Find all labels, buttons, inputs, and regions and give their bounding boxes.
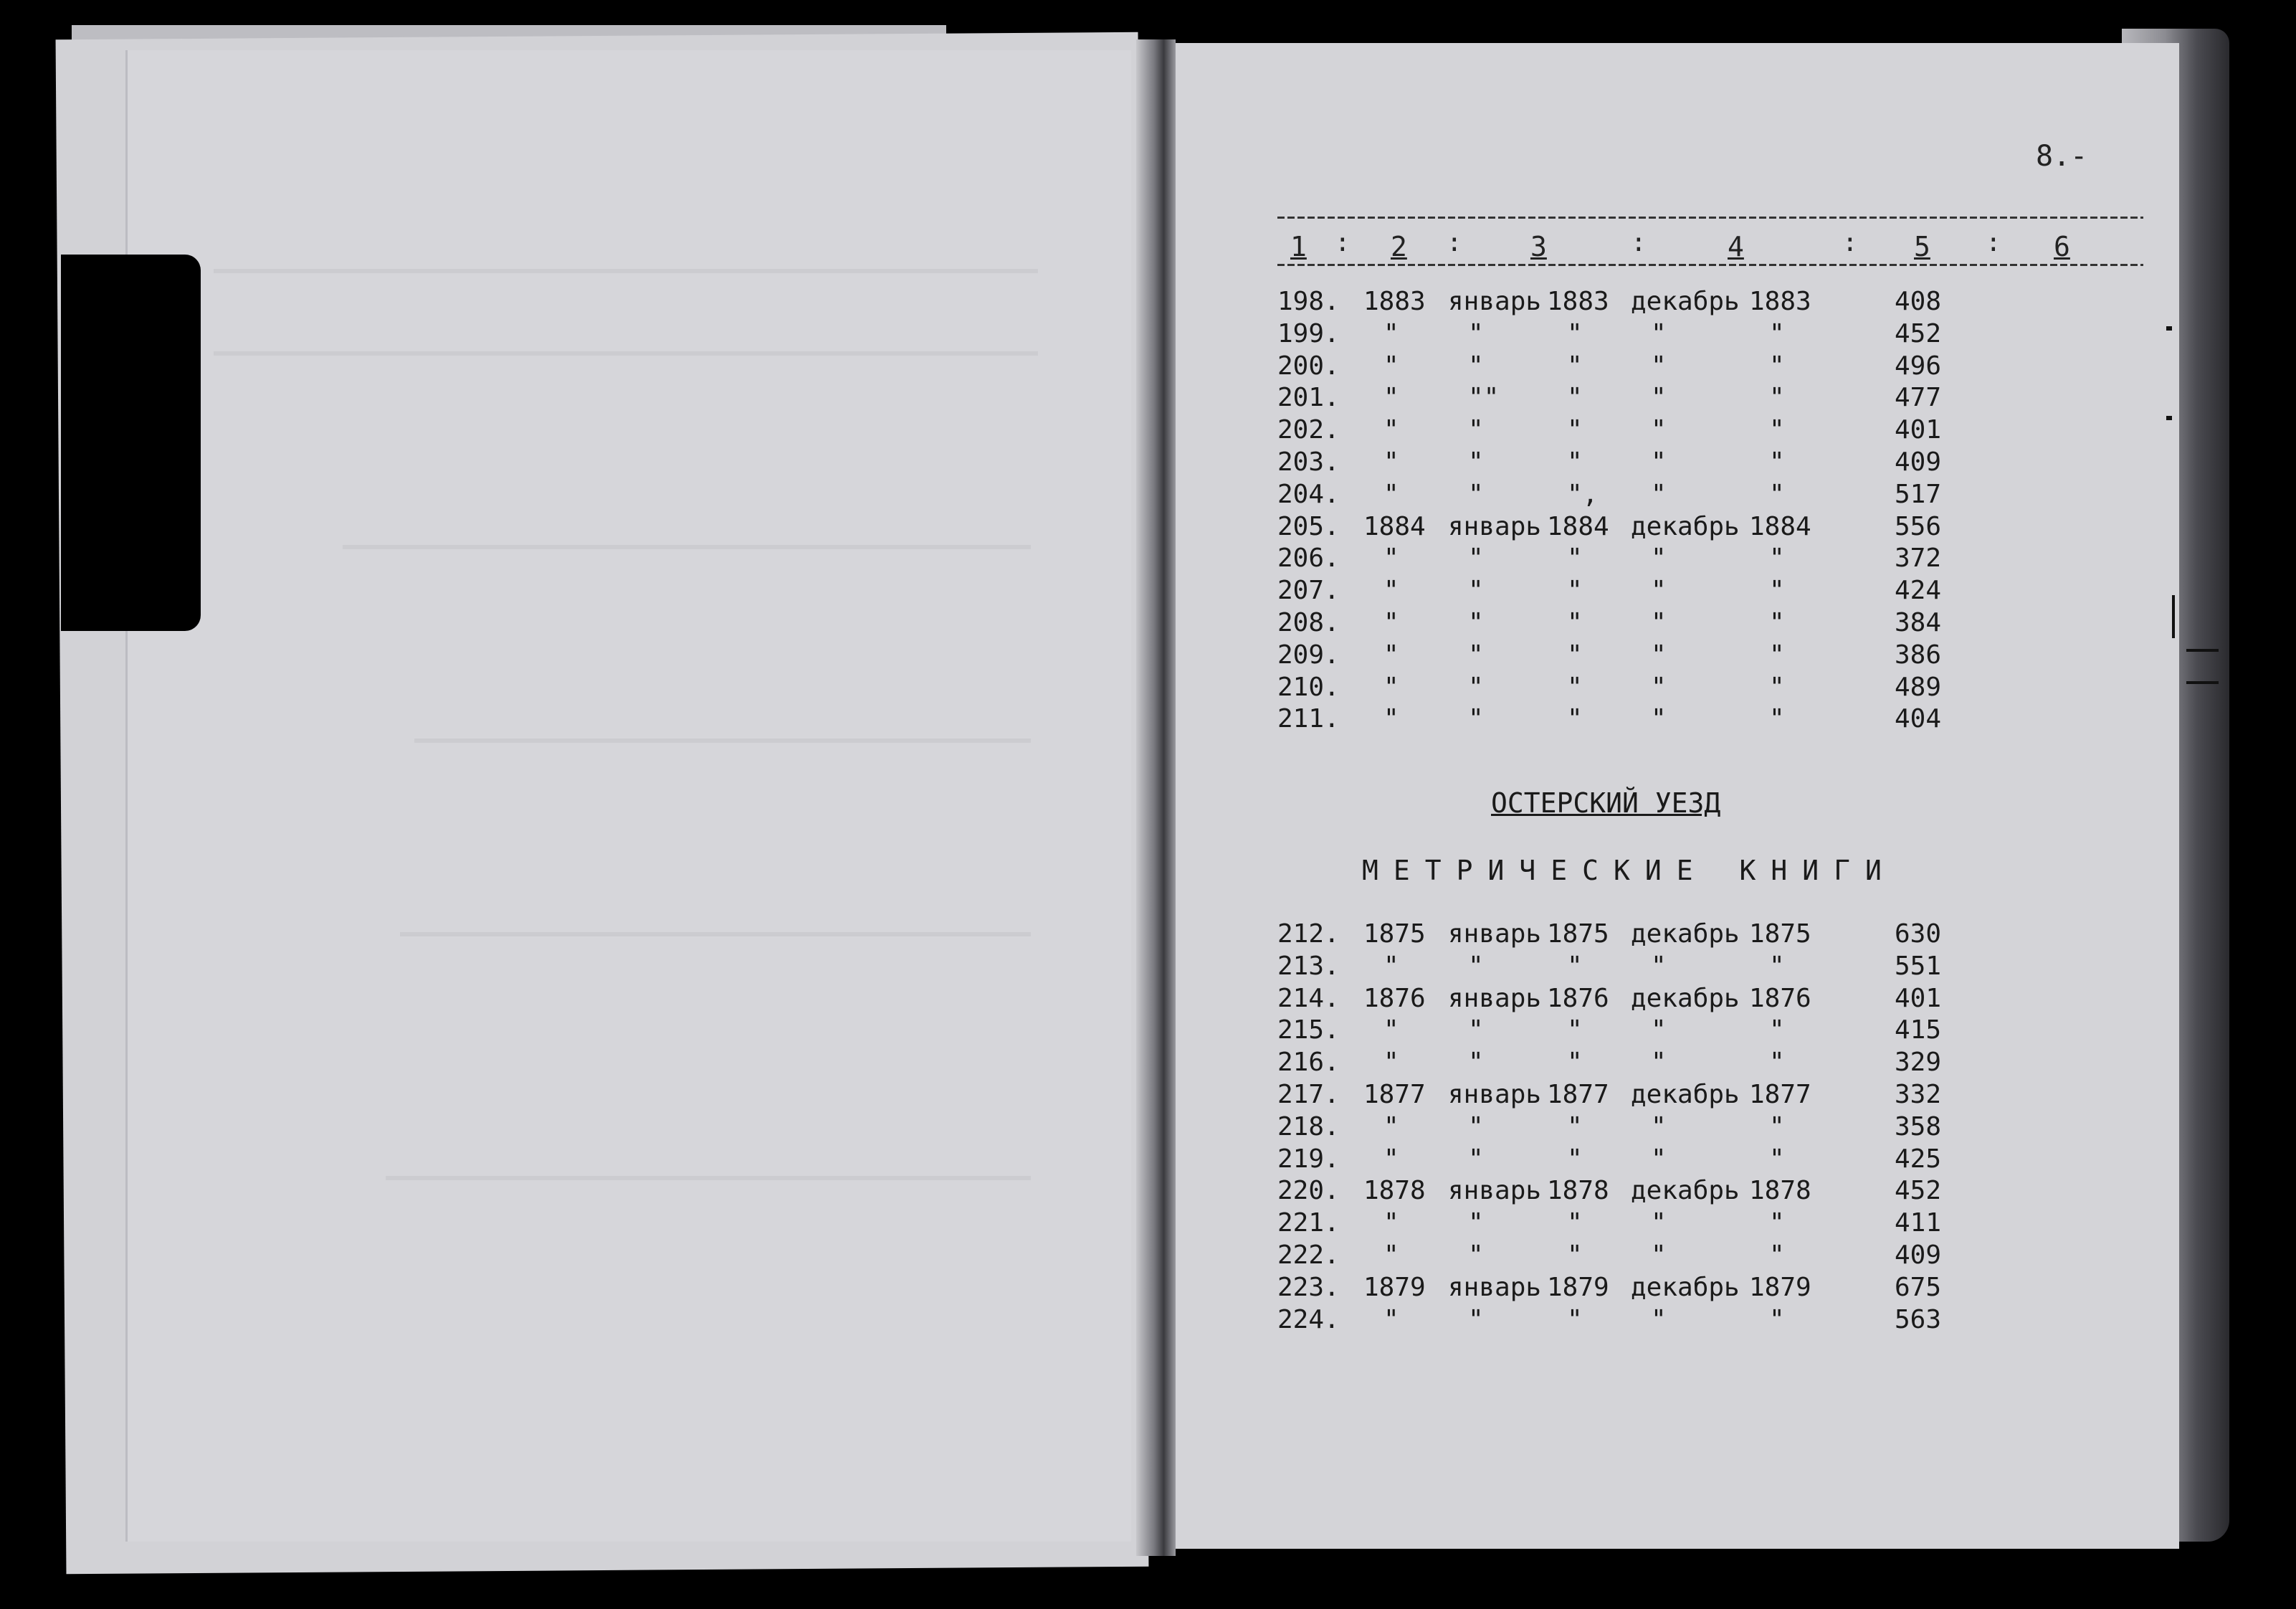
cell-year: 1883 (1363, 287, 1426, 316)
cell-from-month: "" (1468, 383, 1500, 413)
cell-to-month: " (1651, 447, 1667, 477)
cell-from-year: " (1567, 576, 1583, 606)
cell-to-month: " (1651, 383, 1667, 413)
column-separator: : (1447, 228, 1462, 257)
cell-year: 1884 (1363, 511, 1426, 541)
cell-count: 496 (1895, 351, 1942, 381)
cell-count: 425 (1895, 1144, 1942, 1174)
cell-to-month: декабрь (1631, 1272, 1740, 1302)
cell-from-month: " (1468, 640, 1484, 670)
cell-from-month: январь (1448, 983, 1542, 1013)
cell-to-month: " (1651, 704, 1667, 734)
cell-to-year: " (1769, 1015, 1785, 1045)
cell-from-month: " (1468, 447, 1484, 477)
cell-to-month: " (1651, 608, 1667, 637)
cell-count: 675 (1895, 1272, 1942, 1302)
cell-from-month: январь (1448, 1176, 1542, 1206)
ink-mark (2172, 595, 2175, 638)
cell-to-year: " (1769, 479, 1785, 509)
cell-count: 384 (1895, 608, 1942, 637)
cell-num: 199. (1277, 318, 1340, 348)
cell-from-month: " (1468, 1144, 1484, 1174)
section-heading: ОСТЕРСКИЙ УЕЗД (1491, 787, 1721, 819)
cell-to-month: декабрь (1631, 1080, 1740, 1109)
cell-from-month: январь (1448, 919, 1542, 949)
cell-from-month: " (1468, 544, 1484, 574)
cell-count: 415 (1895, 1015, 1942, 1045)
cell-to-year: " (1769, 1111, 1785, 1142)
cell-from-month: " (1468, 672, 1484, 702)
cell-num: 210. (1277, 672, 1340, 702)
cell-year: " (1383, 1144, 1399, 1174)
book-spine (1136, 39, 1176, 1556)
cell-year: 1877 (1363, 1080, 1426, 1109)
cell-to-month: декабрь (1631, 1176, 1740, 1206)
cell-to-year: 1884 (1749, 511, 1811, 541)
cell-year: " (1383, 447, 1399, 477)
cell-num: 218. (1277, 1111, 1340, 1142)
cell-to-year: " (1769, 1240, 1785, 1270)
cell-to-month: " (1651, 1208, 1667, 1238)
cell-to-year: " (1769, 704, 1785, 734)
cell-to-year: " (1769, 318, 1785, 348)
column-header-4: 4 (1728, 231, 1744, 262)
cell-from-month: " (1468, 1048, 1484, 1078)
cell-to-year: 1879 (1749, 1272, 1811, 1302)
black-tab (61, 255, 201, 631)
cell-to-month: " (1651, 544, 1667, 574)
cell-year: " (1383, 544, 1399, 574)
cell-to-year: " (1769, 608, 1785, 637)
cell-from-month: " (1468, 479, 1484, 509)
cell-to-year: " (1769, 415, 1785, 445)
cell-from-month: " (1468, 415, 1484, 445)
cell-from-year: 1876 (1547, 983, 1609, 1013)
column-separator: : (1842, 228, 1858, 257)
cell-from-month: " (1468, 576, 1484, 606)
cell-count: 329 (1895, 1048, 1942, 1078)
cell-to-year: " (1769, 672, 1785, 702)
cell-from-year: " (1567, 1240, 1583, 1270)
cell-year: " (1383, 351, 1399, 381)
column-header-1: 1 (1290, 231, 1307, 262)
cell-to-year: " (1769, 1048, 1785, 1078)
cell-num: 204. (1277, 479, 1340, 509)
cell-to-month: " (1651, 479, 1667, 509)
cell-from-year: 1883 (1547, 287, 1609, 316)
page-number: 8.- (2036, 140, 2088, 173)
cell-to-year: 1877 (1749, 1080, 1811, 1109)
cell-from-month: " (1468, 951, 1484, 981)
cell-to-year: 1875 (1749, 919, 1811, 949)
cell-num: 212. (1277, 919, 1340, 949)
cell-to-month: " (1651, 951, 1667, 981)
cell-num: 214. (1277, 983, 1340, 1013)
cell-year: " (1383, 415, 1399, 445)
cell-year: " (1383, 672, 1399, 702)
cell-from-year: " (1567, 640, 1583, 670)
cell-num: 207. (1277, 576, 1340, 606)
cell-from-year: " (1567, 608, 1583, 637)
column-separator: : (1986, 228, 2001, 257)
cell-to-month: " (1651, 1304, 1667, 1334)
cell-count: 563 (1895, 1304, 1942, 1334)
cell-from-year: " (1567, 383, 1583, 413)
cell-to-month: " (1651, 640, 1667, 670)
cell-count: 517 (1895, 479, 1942, 509)
column-separator: : (1631, 228, 1647, 257)
cell-to-month: " (1651, 351, 1667, 381)
cell-from-year: " (1567, 318, 1583, 348)
cell-to-month: декабрь (1631, 511, 1740, 541)
cell-num: 221. (1277, 1208, 1340, 1238)
cell-count: 630 (1895, 919, 1942, 949)
cell-to-month: " (1651, 1015, 1667, 1045)
cell-num: 222. (1277, 1240, 1340, 1270)
cell-from-year: " (1567, 704, 1583, 734)
cell-to-month: " (1651, 1240, 1667, 1270)
cell-to-year: " (1769, 544, 1785, 574)
cell-from-year: " (1567, 1304, 1583, 1334)
cell-num: 224. (1277, 1304, 1340, 1334)
section-subheading: МЕТРИЧЕСКИЕ КНИГИ (1362, 855, 1897, 886)
cell-from-year: 1875 (1547, 919, 1609, 949)
cell-count: 404 (1895, 704, 1942, 734)
cell-count: 489 (1895, 672, 1942, 702)
cell-from-year: " (1567, 544, 1583, 574)
cell-to-month: " (1651, 1048, 1667, 1078)
ink-mark (2186, 681, 2219, 684)
cell-from-month: январь (1448, 1080, 1542, 1109)
cell-to-year: " (1769, 1144, 1785, 1174)
cell-count: 358 (1895, 1111, 1942, 1142)
cell-to-month: " (1651, 415, 1667, 445)
cell-num: 201. (1277, 383, 1340, 413)
cell-num: 219. (1277, 1144, 1340, 1174)
cell-year: " (1383, 1240, 1399, 1270)
cell-count: 401 (1895, 983, 1942, 1013)
cell-from-year: " (1567, 415, 1583, 445)
cell-num: 206. (1277, 544, 1340, 574)
cell-year: " (1383, 1304, 1399, 1334)
cell-from-month: " (1468, 1015, 1484, 1045)
cell-from-month: " (1468, 1111, 1484, 1142)
cell-count: 332 (1895, 1080, 1942, 1109)
cell-count: 408 (1895, 287, 1942, 316)
cell-count: 424 (1895, 576, 1942, 606)
column-header-6: 6 (2054, 231, 2070, 262)
cell-from-year: " (1567, 672, 1583, 702)
header-rule-top (1277, 217, 2143, 219)
cell-to-year: " (1769, 640, 1785, 670)
cell-year: " (1383, 479, 1399, 509)
cell-from-year: " (1567, 447, 1583, 477)
left-page-inner (125, 50, 1131, 1542)
cell-to-year: " (1769, 383, 1785, 413)
cell-to-year: " (1769, 351, 1785, 381)
cell-num: 208. (1277, 608, 1340, 637)
column-separator: : (1335, 228, 1351, 257)
cell-from-year: " (1567, 951, 1583, 981)
cell-year: 1876 (1363, 983, 1426, 1013)
cell-to-month: декабрь (1631, 983, 1740, 1013)
cell-count: 409 (1895, 1240, 1942, 1270)
cell-from-year: 1878 (1547, 1176, 1609, 1206)
ink-mark (2186, 649, 2219, 652)
cell-num: 215. (1277, 1015, 1340, 1045)
cell-year: 1879 (1363, 1272, 1426, 1302)
cell-to-year: " (1769, 447, 1785, 477)
cell-year: 1878 (1363, 1176, 1426, 1206)
cell-year: " (1383, 1208, 1399, 1238)
cell-from-month: " (1468, 351, 1484, 381)
cell-from-year: " (1567, 1111, 1583, 1142)
cell-from-year: " (1567, 1208, 1583, 1238)
cell-year: " (1383, 576, 1399, 606)
cell-num: 200. (1277, 351, 1340, 381)
cell-to-year: 1883 (1749, 287, 1811, 316)
cell-from-month: " (1468, 318, 1484, 348)
cell-num: 223. (1277, 1272, 1340, 1302)
cell-to-year: " (1769, 1304, 1785, 1334)
column-header-2: 2 (1391, 231, 1407, 262)
cell-to-year: 1876 (1749, 983, 1811, 1013)
ink-mark (2166, 416, 2172, 420)
cell-year: " (1383, 1111, 1399, 1142)
column-header-3: 3 (1530, 231, 1547, 262)
cell-from-year: " (1567, 1048, 1583, 1078)
cell-from-year: " (1567, 351, 1583, 381)
cell-year: " (1383, 383, 1399, 413)
cell-count: 411 (1895, 1208, 1942, 1238)
cell-year: " (1383, 318, 1399, 348)
cell-to-month: " (1651, 318, 1667, 348)
cell-count: 401 (1895, 415, 1942, 445)
cell-to-month: " (1651, 672, 1667, 702)
cell-to-year: " (1769, 1208, 1785, 1238)
cell-to-month: декабрь (1631, 287, 1740, 316)
cell-from-year: ", (1567, 479, 1599, 509)
cell-to-year: " (1769, 576, 1785, 606)
cell-count: 452 (1895, 1176, 1942, 1206)
cell-count: 409 (1895, 447, 1942, 477)
cell-count: 477 (1895, 383, 1942, 413)
cell-year: " (1383, 1048, 1399, 1078)
cell-year: " (1383, 608, 1399, 637)
cell-year: " (1383, 1015, 1399, 1045)
cell-num: 220. (1277, 1176, 1340, 1206)
cell-from-month: " (1468, 704, 1484, 734)
cell-from-year: 1879 (1547, 1272, 1609, 1302)
cell-to-year: 1878 (1749, 1176, 1811, 1206)
cell-year: 1875 (1363, 919, 1426, 949)
cell-to-month: " (1651, 1144, 1667, 1174)
cell-from-year: 1884 (1547, 511, 1609, 541)
cell-num: 209. (1277, 640, 1340, 670)
cell-num: 216. (1277, 1048, 1340, 1078)
ink-mark (2166, 326, 2172, 331)
cell-from-month: " (1468, 608, 1484, 637)
cell-from-month: " (1468, 1208, 1484, 1238)
cell-from-year: " (1567, 1015, 1583, 1045)
cell-num: 211. (1277, 704, 1340, 734)
cell-to-month: декабрь (1631, 919, 1740, 949)
cell-from-month: январь (1448, 1272, 1542, 1302)
column-header-5: 5 (1914, 231, 1930, 262)
cell-from-month: январь (1448, 511, 1542, 541)
cell-year: " (1383, 640, 1399, 670)
cell-num: 198. (1277, 287, 1340, 316)
cell-to-year: " (1769, 951, 1785, 981)
cell-from-month: " (1468, 1304, 1484, 1334)
cell-count: 372 (1895, 544, 1942, 574)
cell-to-month: " (1651, 1111, 1667, 1142)
cell-num: 205. (1277, 511, 1340, 541)
cell-count: 556 (1895, 511, 1942, 541)
cell-num: 213. (1277, 951, 1340, 981)
header-rule-bottom (1277, 264, 2143, 266)
cell-from-year: 1877 (1547, 1080, 1609, 1109)
cell-year: " (1383, 951, 1399, 981)
cell-from-year: " (1567, 1144, 1583, 1174)
cell-num: 203. (1277, 447, 1340, 477)
cell-from-month: январь (1448, 287, 1542, 316)
cell-count: 386 (1895, 640, 1942, 670)
cell-num: 202. (1277, 415, 1340, 445)
cell-year: " (1383, 704, 1399, 734)
cell-to-month: " (1651, 576, 1667, 606)
cell-from-month: " (1468, 1240, 1484, 1270)
cell-num: 217. (1277, 1080, 1340, 1109)
cell-count: 452 (1895, 318, 1942, 348)
cell-count: 551 (1895, 951, 1942, 981)
